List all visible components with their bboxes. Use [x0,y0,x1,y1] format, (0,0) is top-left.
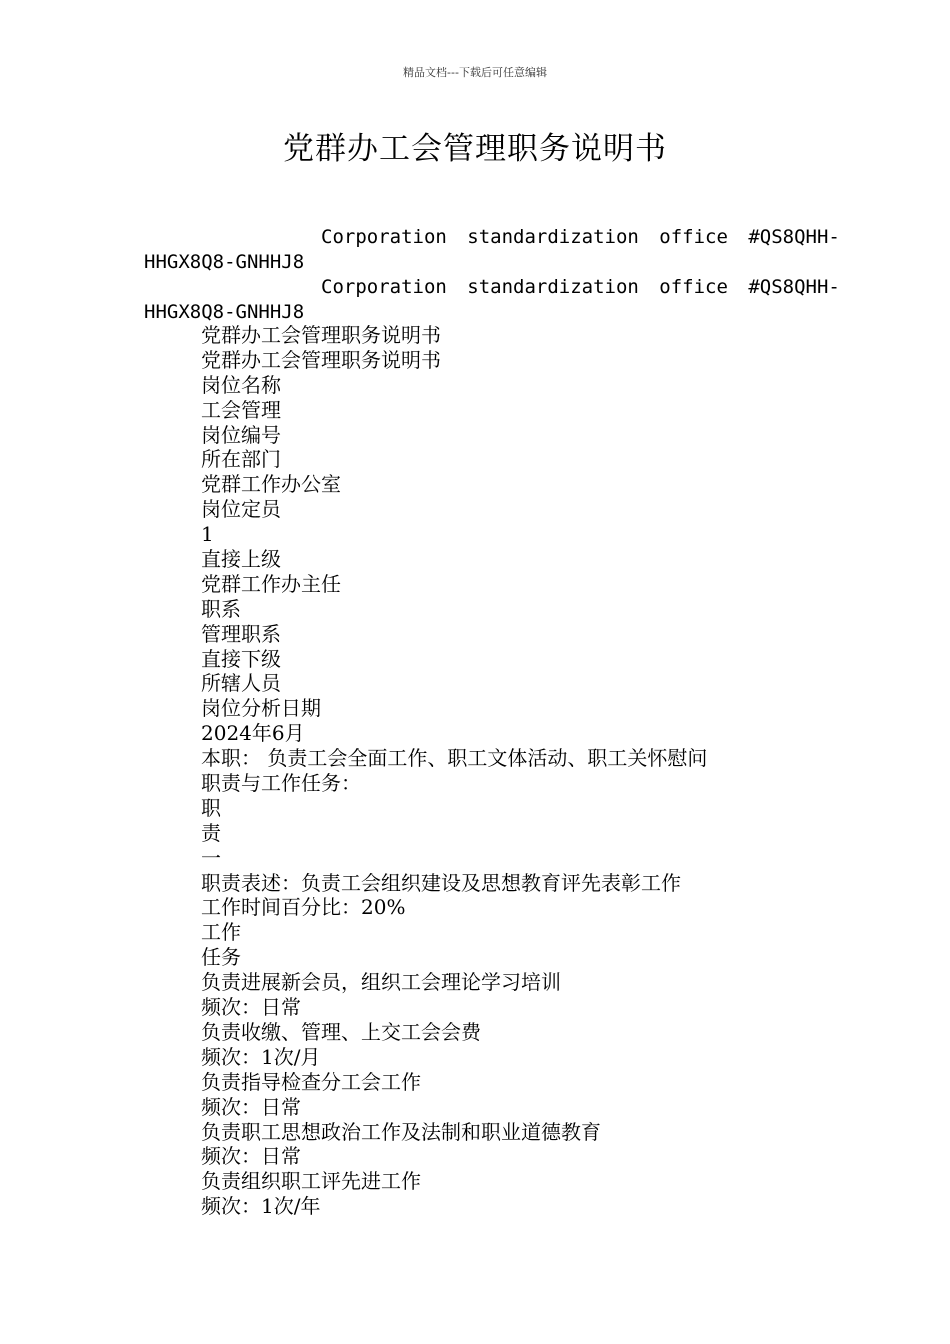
body-line: 负责指导检查分工会工作 [201,1069,421,1094]
body-line: 频次：日常 [201,1094,301,1119]
body-line: 任务 [201,945,241,970]
body-line: 职责与工作任务： [201,771,361,796]
body-line: 负责职工思想政治工作及法制和职业道德教育 [201,1119,601,1144]
body-line: 管理职系 [201,621,281,646]
body-line: 岗位名称 [201,372,281,397]
body-line: 一 [201,845,221,870]
body-line: 职责表述：负责工会组织建设及思想教育评先表彰工作 [201,870,681,895]
body-line: 2024年6月 [201,721,305,746]
body-line: 负责组织职工评先进工作 [201,1169,421,1194]
body-line: 岗位分析日期 [201,696,321,721]
body-line: 本职： 负责工会全面工作、职工文体活动、职工关怀慰问 [201,746,708,771]
body-line: 所在部门 [201,447,281,472]
body-line: 职系 [201,596,241,621]
document-title: 党群办工会管理职务说明书 [283,131,667,167]
body-line: 负责收缴、管理、上交工会会费 [201,1019,481,1044]
body-line: 频次：日常 [201,995,301,1020]
code-line: HHGX8Q8-GNHHJ8 [144,301,305,323]
body-line: 负责进展新会员，组织工会理论学习培训 [201,970,561,995]
body-line: 频次：1次/年 [201,1194,321,1219]
body-line: 党群工作办主任 [201,571,341,596]
body-line: 职 [201,795,221,820]
body-line: 岗位定员 [201,497,281,522]
body-line: 责 [201,820,221,845]
body-line: 党群工作办公室 [201,472,341,497]
body-line: 所辖人员 [201,671,281,696]
code-line: Corporation standardization office #QS8QHH- [321,276,840,298]
header-note: 精品文档---下载后可任意编辑 [403,66,547,79]
body-line: 1 [201,522,214,547]
code-block [144,225,840,325]
body-line: 直接下级 [201,646,281,671]
body-line: 频次：日常 [201,1144,301,1169]
body-line: 岗位编号 [201,422,281,447]
body-line: 工作 [201,920,241,945]
body-line: 直接上级 [201,547,281,572]
body-line: 频次：1次/月 [201,1044,321,1069]
body-line: 工会管理 [201,397,281,422]
document-body [201,323,821,1219]
body-line: 党群办工会管理职务说明书 [201,347,441,372]
body-line: 工作时间百分比：20% [201,895,406,920]
code-line: Corporation standardization office #QS8QHH- [321,226,840,248]
body-line: 党群办工会管理职务说明书 [201,323,441,347]
code-line: HHGX8Q8-GNHHJ8 [144,251,305,273]
